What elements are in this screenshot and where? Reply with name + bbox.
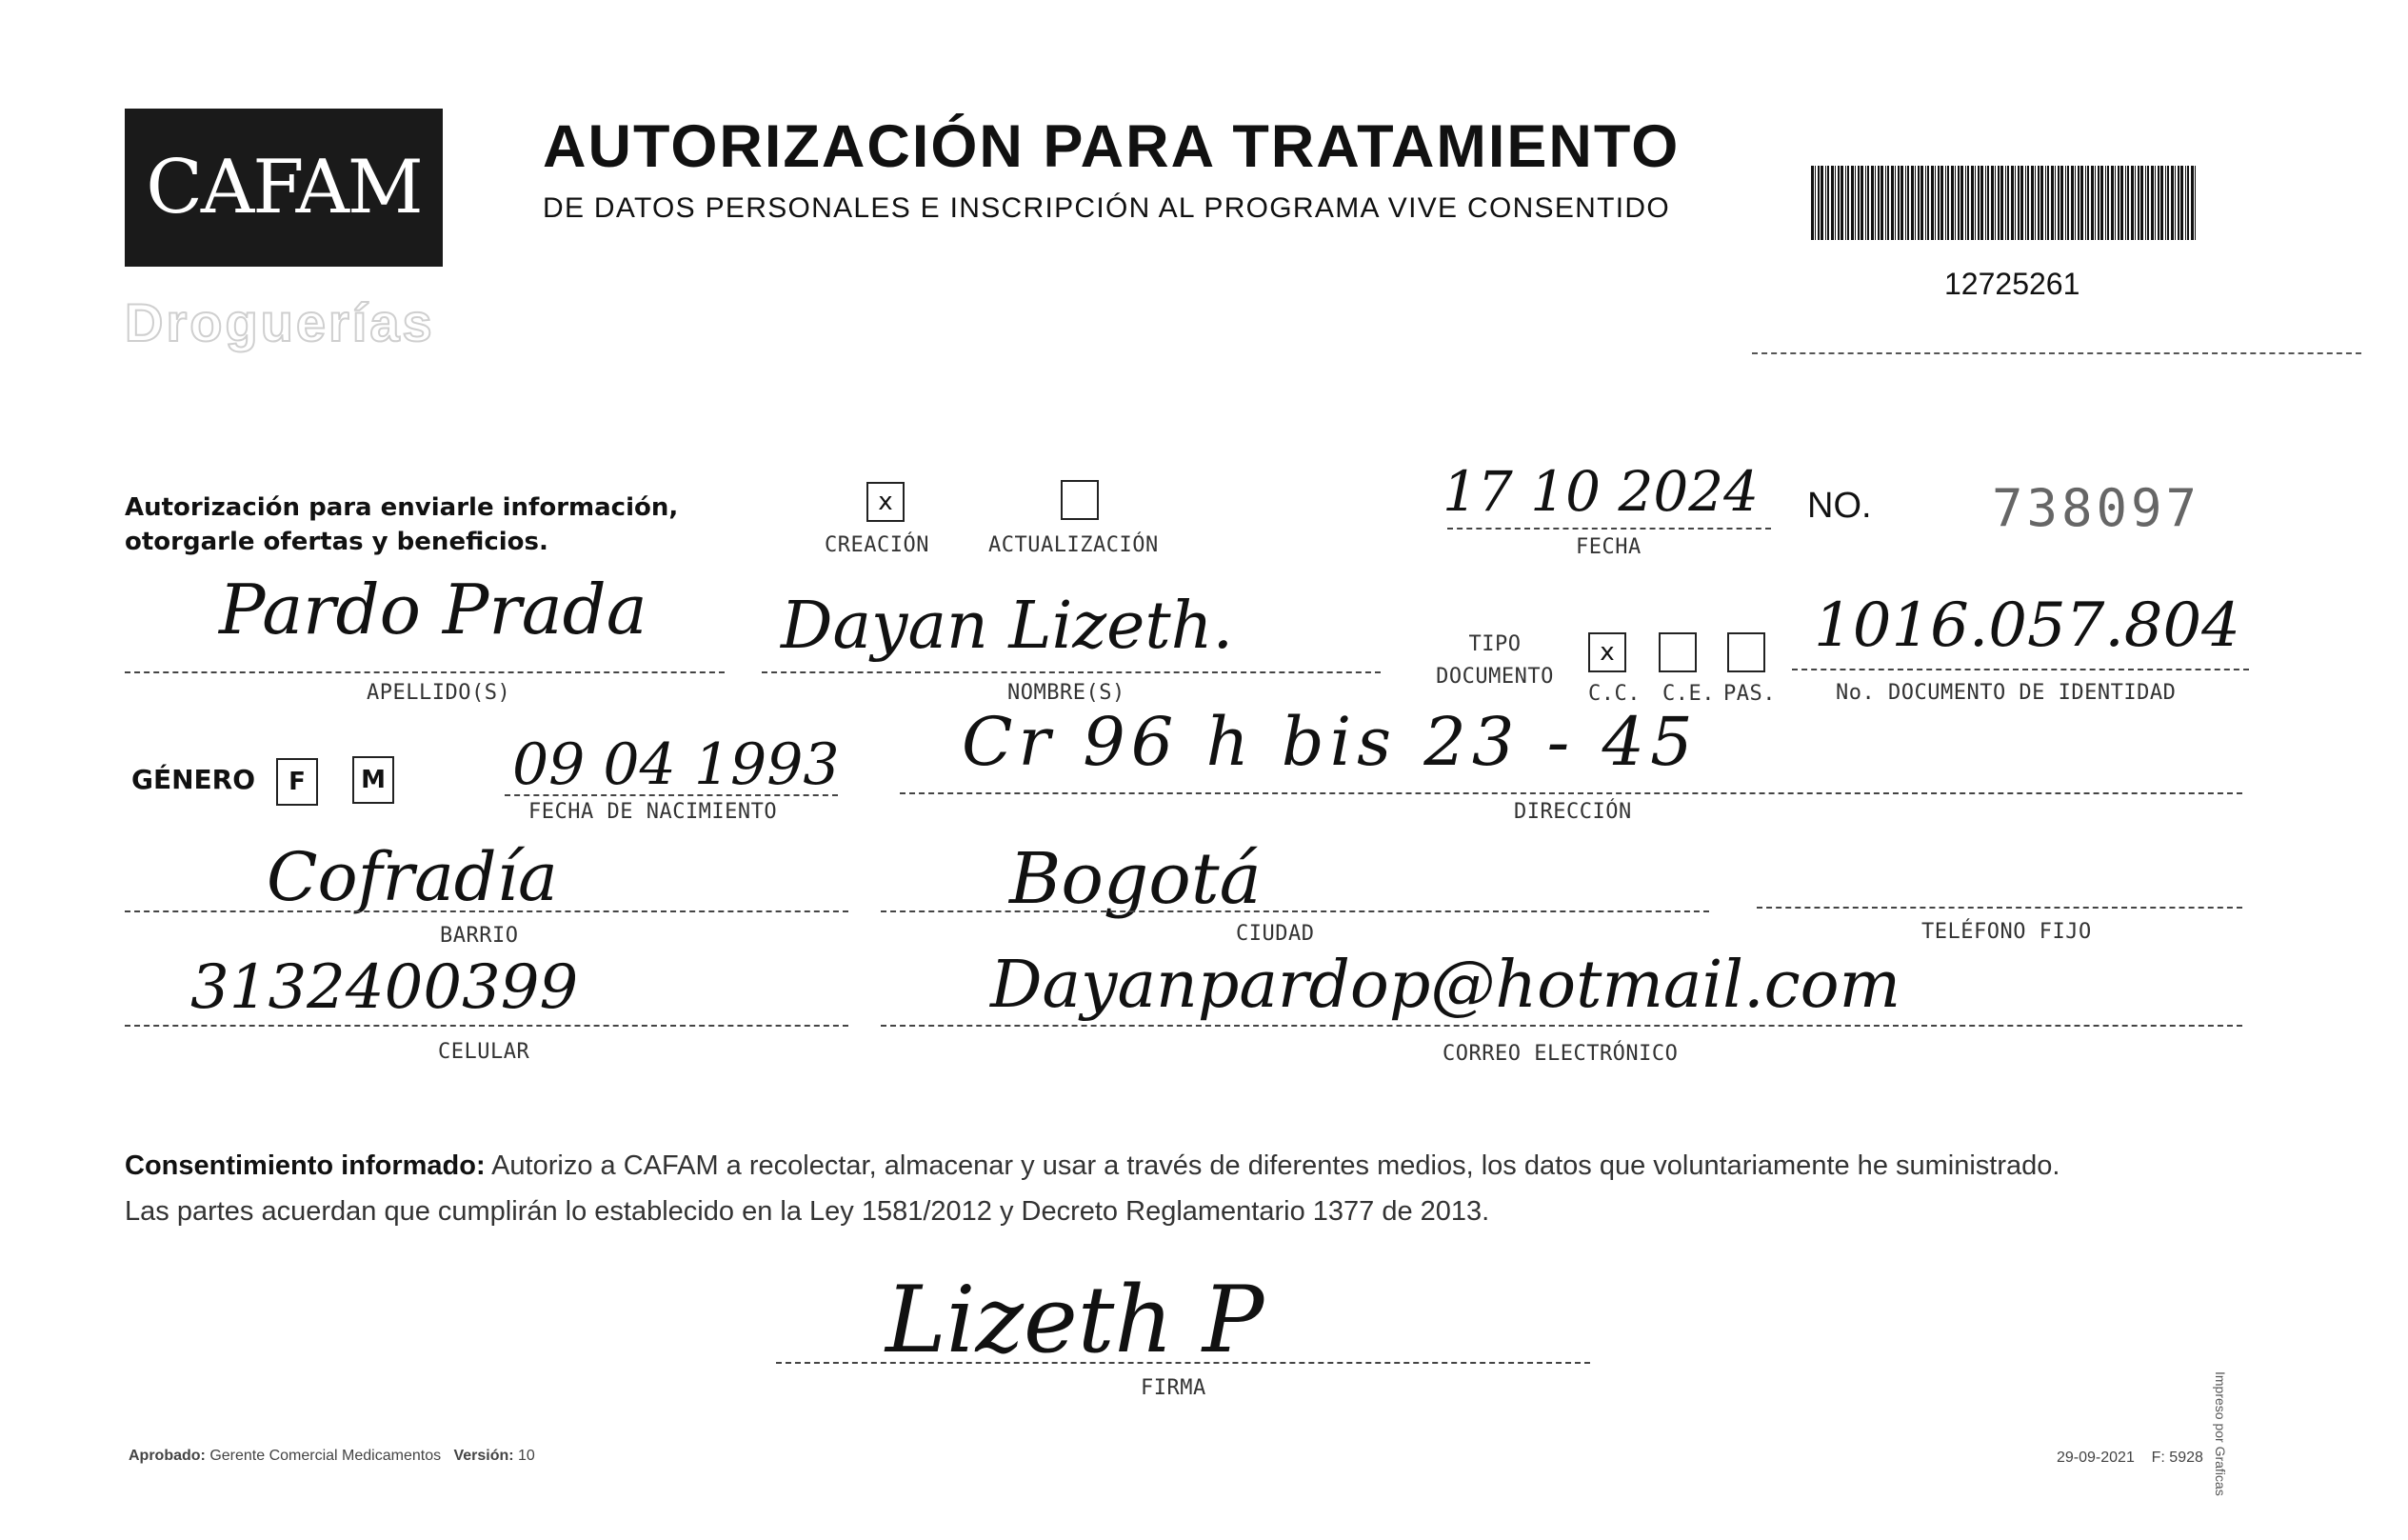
barcode-number: 12725261 (1944, 267, 2080, 301)
barcode-bar (1811, 166, 1814, 240)
barcode-bar (2047, 166, 2049, 240)
pas-checkbox[interactable] (1727, 632, 1765, 672)
gender-male-checkbox[interactable]: M (352, 756, 394, 804)
names-label: NOMBRE(S) (1007, 681, 1125, 705)
document-title: AUTORIZACIÓN PARA TRATAMIENTO (543, 113, 1681, 180)
barcode-bar (1838, 166, 1840, 240)
surnames-line (125, 671, 725, 673)
city-line (881, 910, 1709, 912)
birth-date-label: FECHA DE NACIMIENTO (528, 800, 778, 824)
mobile-line (125, 1025, 848, 1027)
barcode-bar (1915, 166, 1916, 240)
surnames-label: APELLIDO(S) (367, 681, 511, 705)
barcode-bar (1847, 166, 1849, 240)
names-value[interactable]: Dayan Lizeth. (781, 589, 1234, 664)
barcode-bar (2091, 166, 2094, 240)
version-value: 10 (518, 1448, 535, 1464)
birth-date-line (505, 794, 838, 796)
barcode-bar (2038, 166, 2040, 240)
barcode-bar (1861, 166, 1863, 240)
barcode-bar (1905, 166, 1906, 240)
surnames-value[interactable]: Pardo Prada (219, 570, 647, 650)
doc-number-line (1792, 669, 2249, 670)
barcode-bar (2140, 166, 2143, 240)
barcode-bar (2165, 166, 2166, 240)
barcode-bar (2055, 166, 2056, 240)
barcode-bar (2031, 166, 2034, 240)
pas-label: PAS. (1723, 682, 1776, 706)
barcode-bar (2167, 166, 2169, 240)
email-value[interactable]: Dayanpardop@hotmail.com (990, 948, 1901, 1023)
barcode-bar (1851, 166, 1854, 240)
barcode-bar (1845, 166, 1846, 240)
ce-label: C.E. (1662, 682, 1715, 706)
barcode-bar (2018, 166, 2020, 240)
address-line (900, 792, 2242, 794)
barcode-bar (1901, 166, 1903, 240)
barcode-bar (1960, 166, 1963, 240)
barcode-bar (1831, 166, 1834, 240)
barcode-bar (2127, 166, 2129, 240)
logo-text: CAFAM (146, 145, 422, 230)
barcode-bar (2095, 166, 2096, 240)
barcode-bar (1987, 166, 1989, 240)
barcode-bar (1935, 166, 1936, 240)
approved-label: Aprobado: (129, 1448, 206, 1464)
barcode-bar (2131, 166, 2134, 240)
birth-date-value[interactable]: 09 04 1993 (512, 731, 840, 798)
barcode-bar (1885, 166, 1886, 240)
barcode-bar (2040, 166, 2043, 240)
barcode-bar (1918, 166, 1920, 240)
barcode-bar (1887, 166, 1889, 240)
barcode-bar (2058, 166, 2060, 240)
doc-number-label: No. DOCUMENTO DE IDENTIDAD (1836, 681, 2177, 705)
header-divider (1752, 352, 2361, 354)
barcode-bar (2025, 166, 2026, 240)
email-label: CORREO ELECTRÓNICO (1443, 1042, 1679, 1066)
email-line (881, 1025, 2242, 1027)
barcode-image (1809, 166, 2199, 240)
barcode-bar (1978, 166, 1980, 240)
barcode-bar (1980, 166, 1983, 240)
date-code: 29-09-2021 (2057, 1450, 2135, 1466)
barcode-bar (1855, 166, 1856, 240)
form-number: 738097 (1992, 478, 2201, 538)
barcode-bar (1818, 166, 1820, 240)
barcode-bar (1985, 166, 1986, 240)
barcode-bar (2000, 166, 2003, 240)
neighborhood-label: BARRIO (440, 924, 519, 948)
barcode-bar (2071, 166, 2074, 240)
barcode-bar (2007, 166, 2009, 240)
neighborhood-value[interactable]: Cofradía (267, 838, 558, 916)
barcode-bar (2067, 166, 2069, 240)
barcode-bar (2175, 166, 2176, 240)
barcode-bar (2178, 166, 2179, 240)
phone-line (1757, 907, 2242, 909)
barcode-bar (2105, 166, 2106, 240)
barcode-bar (2107, 166, 2109, 240)
version-label: Versión: (453, 1448, 514, 1464)
creation-label: CREACIÓN (825, 533, 929, 557)
barcode-bar (1920, 166, 1923, 240)
signature-value[interactable]: Lizeth P (886, 1267, 1264, 1373)
barcode-bar (1835, 166, 1836, 240)
barcode-bar (2035, 166, 2036, 240)
creation-checkbox[interactable]: x (866, 482, 905, 522)
consent-line-1: Autorizo a CAFAM a recolectar, almacenar y usar a través de diferentes medios, los datos que voluntariamente he suministrado. (491, 1150, 2060, 1181)
barcode-bar (2027, 166, 2029, 240)
barcode-bar (2151, 166, 2154, 240)
date-label: FECHA (1576, 535, 1642, 559)
document-subtitle: DE DATOS PERSONALES E INSCRIPCIÓN AL PROGRAMA VIVE CONSENTIDO (543, 192, 1670, 224)
form-code: F: 5928 (2151, 1450, 2203, 1466)
barcode-bar (2045, 166, 2046, 240)
barcode-bar (1971, 166, 1974, 240)
date-line (1447, 528, 1771, 530)
barcode-bar (1871, 166, 1874, 240)
authorization-intro: Autorización para enviarle información, otorgarle ofertas y beneficios. (125, 493, 679, 556)
barcode-bar (2085, 166, 2086, 240)
address-value[interactable]: Cr 96 h bis 23 - 45 (962, 703, 1699, 781)
barcode-bar (1898, 166, 1900, 240)
barcode-bar (2100, 166, 2103, 240)
barcode-bar (1931, 166, 1934, 240)
barcode-bar (2020, 166, 2023, 240)
city-value[interactable]: Bogotá (1009, 838, 1262, 920)
barcode-bar (1825, 166, 1826, 240)
barcode-bar (2075, 166, 2076, 240)
barcode-bar (2187, 166, 2189, 240)
doc-number-value[interactable]: 1016.057.804 (1814, 590, 2240, 661)
barcode-bar (2011, 166, 2014, 240)
address-label: DIRECCIÓN (1514, 800, 1632, 824)
date-value[interactable]: 17 10 2024 (1443, 459, 1760, 524)
consent-paragraph (125, 1143, 2258, 1234)
barcode-bar (1858, 166, 1860, 240)
signature-label: FIRMA (1141, 1376, 1206, 1400)
barcode-bar (2118, 166, 2119, 240)
barcode-bar (2078, 166, 2080, 240)
barcode-bar (2051, 166, 2054, 240)
barcode-bar (2158, 166, 2159, 240)
barcode-bar (2147, 166, 2149, 240)
barcode-bar (2080, 166, 2083, 240)
barcode-bar (2195, 166, 2196, 240)
barcode-bar (1891, 166, 1894, 240)
consent-heading: Consentimiento informado: (125, 1150, 486, 1181)
barcode-bar (1881, 166, 1883, 240)
barcode-bar (2180, 166, 2183, 240)
neighborhood-line (125, 910, 848, 912)
barcode-bar (1991, 166, 1994, 240)
barcode-bar (2005, 166, 2006, 240)
approved-value: Gerente Comercial Medicamentos (209, 1448, 442, 1464)
barcode-bar (1951, 166, 1954, 240)
barcode-bar (1875, 166, 1876, 240)
cafam-logo (125, 109, 443, 267)
barcode-bar (2125, 166, 2126, 240)
footer-codes (2057, 1450, 2203, 1467)
number-label: NO. (1807, 486, 1872, 526)
gender-label: GÉNERO (131, 764, 256, 795)
ce-checkbox[interactable] (1659, 632, 1697, 672)
barcode-bar (1927, 166, 1929, 240)
barcode-bar (1925, 166, 1926, 240)
barcode-bar (1940, 166, 1943, 240)
mobile-label: CELULAR (438, 1040, 530, 1064)
update-checkbox[interactable] (1061, 480, 1099, 520)
barcode-bar (1965, 166, 1966, 240)
barcode-bar (1841, 166, 1843, 240)
names-line (762, 671, 1381, 673)
barcode-bar (2191, 166, 2194, 240)
barcode-bar (2015, 166, 2016, 240)
barcode-bar (2171, 166, 2174, 240)
barcode-bar (1827, 166, 1829, 240)
barcode-bar (2135, 166, 2136, 240)
cc-checkbox[interactable]: x (1588, 632, 1626, 672)
barcode-bar (1967, 166, 1969, 240)
mobile-value[interactable]: 3132400399 (190, 952, 579, 1023)
cc-label: C.C. (1588, 682, 1641, 706)
barcode-bar (1867, 166, 1869, 240)
barcode-bar (2160, 166, 2163, 240)
barcode-bar (1895, 166, 1896, 240)
barcode-bar (2098, 166, 2100, 240)
printer-side-text: Impreso por Graficas (2213, 1371, 2228, 1496)
barcode-bar (2087, 166, 2089, 240)
barcode-bar (2065, 166, 2066, 240)
barcode-bar (2138, 166, 2139, 240)
barcode-bar (1821, 166, 1823, 240)
barcode-bar (1907, 166, 1909, 240)
barcode-bar (1975, 166, 1976, 240)
barcode-bar (1945, 166, 1946, 240)
doc-type-label: TIPO DOCUMENTO (1436, 632, 1554, 689)
barcode-bar (1938, 166, 1940, 240)
barcode-bar (2120, 166, 2123, 240)
barcode-bar (1998, 166, 2000, 240)
signature-line (776, 1362, 1590, 1364)
barcode-bar (2111, 166, 2114, 240)
barcode-bar (2155, 166, 2156, 240)
barcode-bar (1911, 166, 1914, 240)
update-label: ACTUALIZACIÓN (988, 533, 1159, 557)
barcode-bar (1878, 166, 1880, 240)
barcode-bar (1865, 166, 1866, 240)
barcode-bar (1958, 166, 1960, 240)
city-label: CIUDAD (1236, 922, 1315, 946)
logo-subtitle: Droguerías (125, 292, 435, 352)
barcode-bar (2115, 166, 2116, 240)
barcode-bar (2060, 166, 2063, 240)
barcode-bar (1815, 166, 1816, 240)
barcode-bar (2185, 166, 2186, 240)
approval-info (129, 1448, 535, 1465)
gender-female-checkbox[interactable]: F (276, 758, 318, 806)
barcode-bar (1955, 166, 1956, 240)
barcode-bar (2145, 166, 2146, 240)
barcode-bar (1947, 166, 1949, 240)
phone-label: TELÉFONO FIJO (1921, 920, 2092, 944)
consent-line-2: Las partes acuerdan que cumplirán lo establecido en la Ley 1581/2012 y Decreto Reglamentario 1377 de 2013. (125, 1196, 1490, 1227)
barcode-bar (1995, 166, 1996, 240)
